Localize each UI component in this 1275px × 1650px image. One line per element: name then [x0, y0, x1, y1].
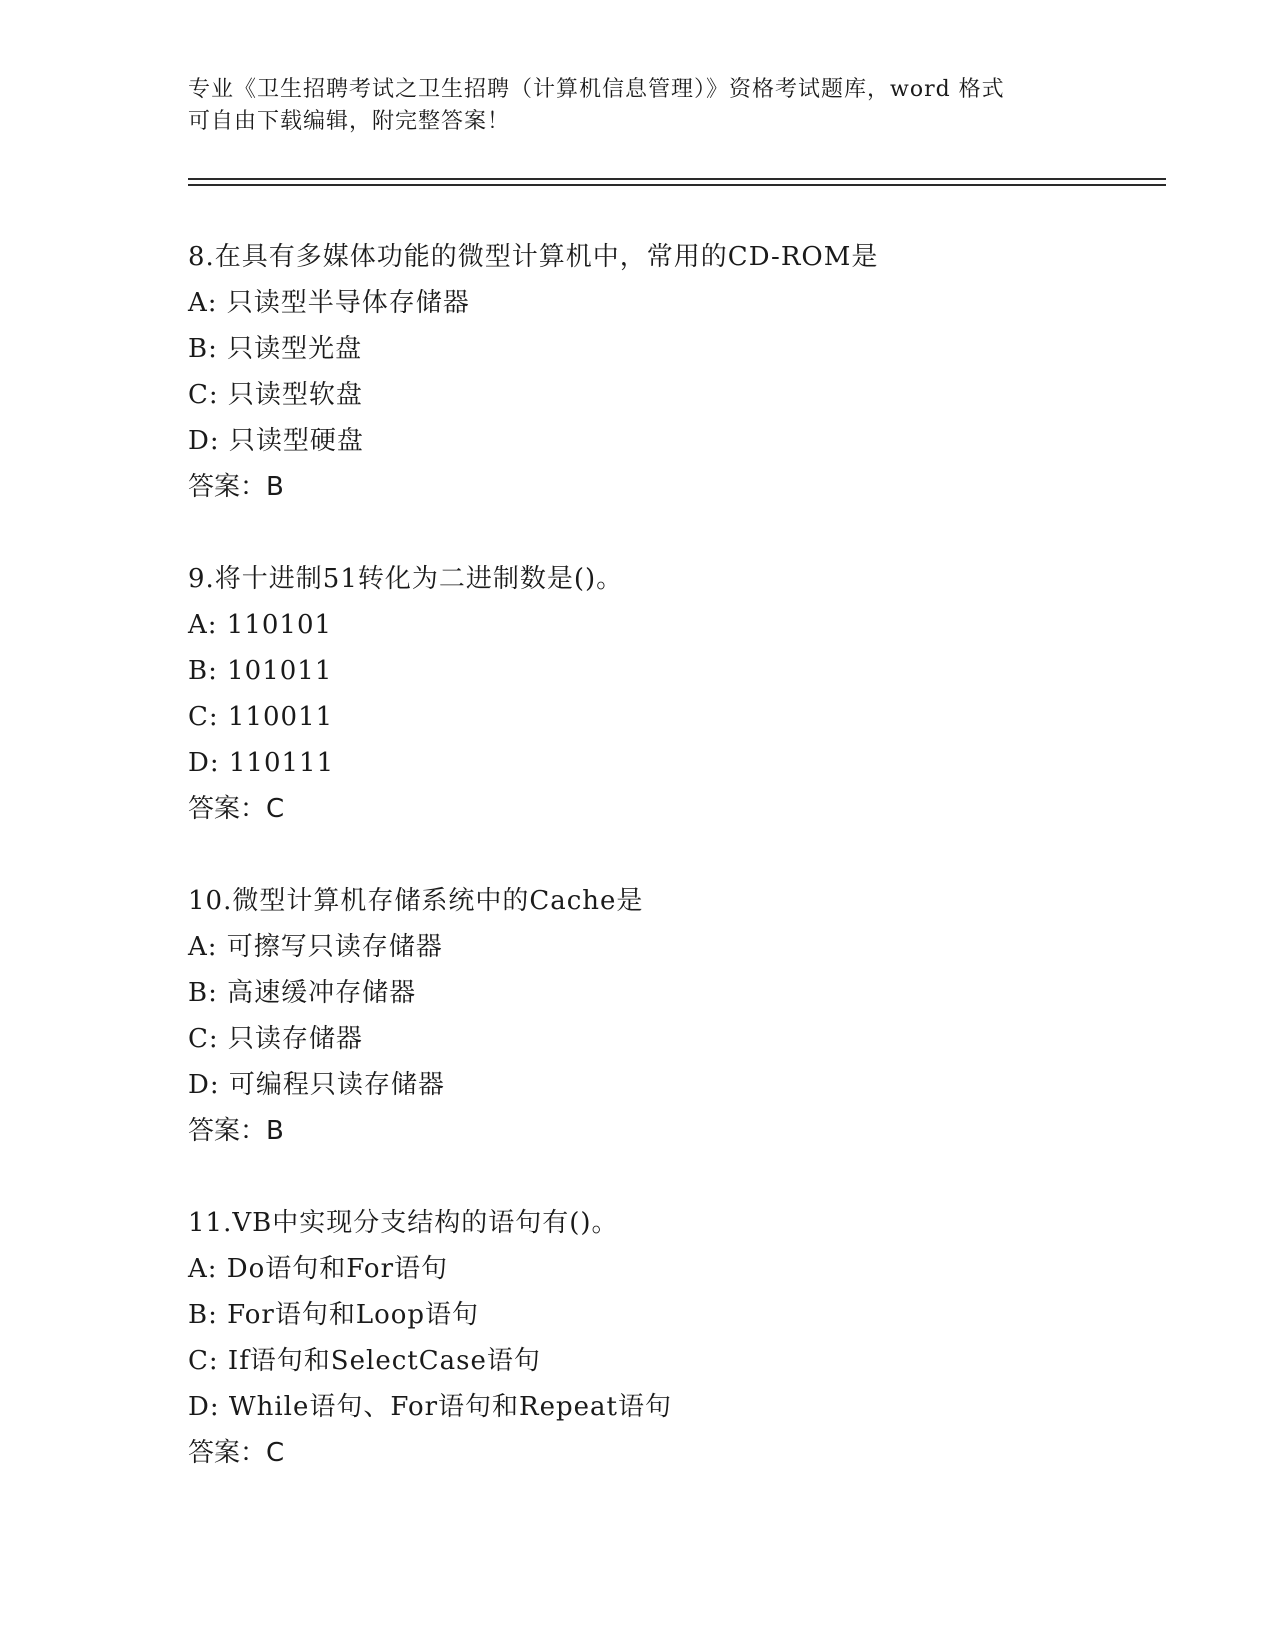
option-d: D: 110111: [188, 748, 335, 778]
answer-line: 答案：B: [188, 1116, 284, 1146]
header-divider-bottom: [188, 184, 1166, 186]
option-a: A: 110101: [188, 610, 333, 640]
option-c: C: 只读存储器: [188, 1024, 363, 1054]
header-line-2: 可自由下载编辑，附完整答案！: [188, 109, 511, 134]
option-a: A: 只读型半导体存储器: [188, 288, 470, 318]
question-stem: 11.VB中实现分支结构的语句有()。: [188, 1208, 619, 1238]
option-d: D: While语句、For语句和Repeat语句: [188, 1392, 672, 1422]
option-b: B: 只读型光盘: [188, 334, 363, 364]
option-c: C: 只读型软盘: [188, 380, 363, 410]
question-block: [188, 234, 1168, 510]
answer-line: 答案：C: [188, 794, 285, 824]
option-b: B: 高速缓冲存储器: [188, 978, 417, 1008]
option-b: B: 101011: [188, 656, 333, 686]
option-a: A: Do语句和For语句: [188, 1254, 449, 1284]
header-line-1: 专业《卫生招聘考试之卫生招聘（计算机信息管理）》资格考试题库，word 格式: [188, 77, 1005, 102]
answer-line: 答案：C: [188, 1438, 285, 1468]
option-c: C: If语句和SelectCase语句: [188, 1346, 541, 1376]
question-stem: 9.将十进制51转化为二进制数是()。: [188, 564, 624, 594]
option-d: D: 可编程只读存储器: [188, 1070, 445, 1100]
question-stem: 8.在具有多媒体功能的微型计算机中，常用的CD-ROM是: [188, 242, 879, 272]
header-divider-top: [188, 178, 1166, 180]
question-block: [188, 1200, 1168, 1476]
question-stem: 10.微型计算机存储系统中的Cache是: [188, 886, 644, 916]
option-b: B: For语句和Loop语句: [188, 1300, 480, 1330]
document-header: [188, 74, 1088, 138]
question-block: [188, 878, 1168, 1154]
option-c: C: 110011: [188, 702, 334, 732]
option-d: D: 只读型硬盘: [188, 426, 364, 456]
question-block: [188, 556, 1168, 832]
answer-line: 答案：B: [188, 472, 284, 502]
option-a: A: 可擦写只读存储器: [188, 932, 443, 962]
